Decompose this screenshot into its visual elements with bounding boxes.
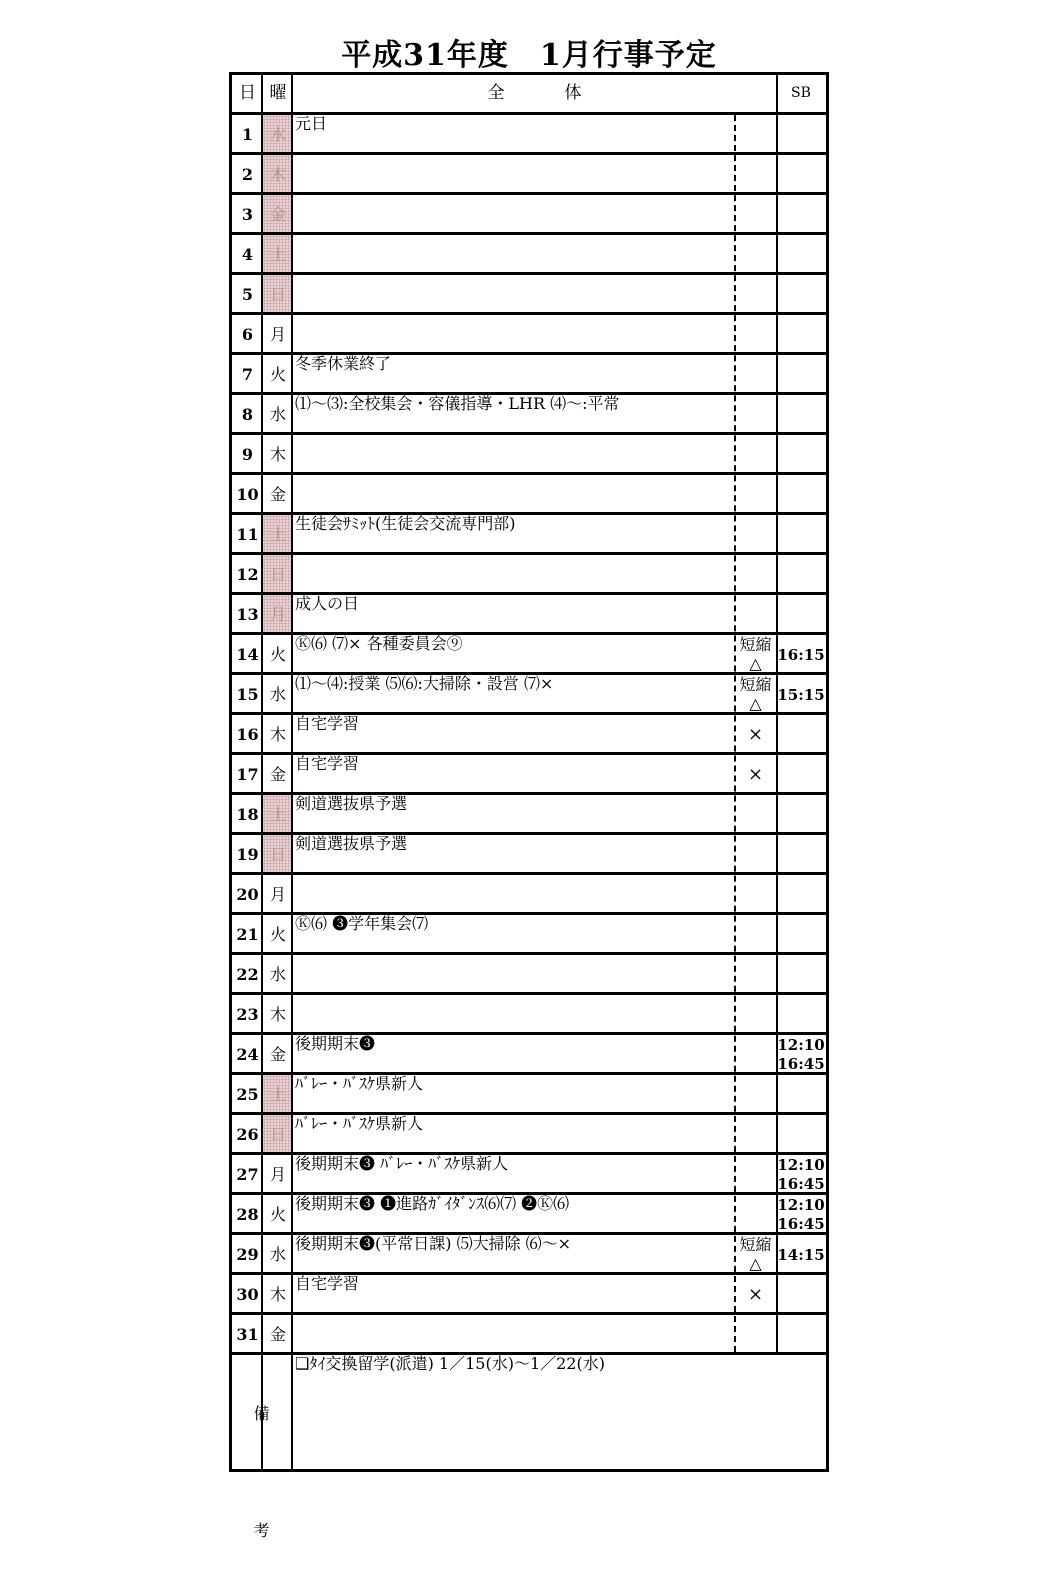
weekday-cell: 金 [269, 1325, 286, 1344]
sb-time-cell [776, 475, 826, 512]
sb-time-cell [776, 755, 826, 792]
short-schedule-cell [735, 475, 776, 512]
event-cell [293, 955, 737, 992]
table-row [232, 1195, 826, 1235]
short-schedule-cell: × [747, 724, 764, 745]
event-cell: Ⓚ⑹ ⑺× 各種委員会⑨ [295, 635, 463, 653]
event-cell: 後期期末❸ ❶進路ｶﾞｲﾀﾞﾝｽ⑹⑺ ❷Ⓚ⑹ [295, 1195, 570, 1213]
day-number: 24 [236, 1045, 259, 1064]
sb-time-cell [776, 235, 826, 272]
day-number: 7 [241, 365, 254, 384]
page-title: 平成31年度 1月行事予定 [341, 38, 717, 73]
event-cell: 冬季休業終了 [295, 355, 392, 373]
sb-time-cell [776, 355, 826, 392]
table-row [232, 475, 826, 515]
short-schedule-cell [735, 595, 776, 632]
short-schedule-cell [735, 915, 776, 952]
day-number: 11 [236, 525, 259, 544]
day-number: 5 [241, 285, 254, 304]
grid-line [291, 75, 293, 1469]
weekday-cell: 水 [269, 965, 286, 984]
sb-time-cell [776, 915, 826, 952]
event-cell: 後期期末❸ [295, 1035, 376, 1053]
short-schedule-cell [735, 1315, 776, 1352]
sb-time-cell [776, 395, 826, 432]
short-schedule-cell [735, 1075, 776, 1112]
event-cell [293, 995, 737, 1032]
day-number: 19 [236, 845, 259, 864]
sb-time-cell: 12:10 16:45 [777, 1036, 825, 1073]
weekday-cell: 金 [269, 1045, 286, 1064]
sb-time-cell [776, 835, 826, 872]
table-row [232, 595, 826, 635]
table-row [232, 1035, 826, 1075]
event-cell [293, 195, 737, 232]
table-row [232, 635, 826, 675]
schedule-table [229, 72, 829, 1540]
weekday-cell: 日 [263, 275, 293, 312]
table-row [232, 355, 826, 395]
event-cell: ⑴～⑷:授業 ⑸⑹:大掃除・設営 ⑺× [295, 675, 554, 693]
short-schedule-cell [735, 275, 776, 312]
day-number: 9 [241, 445, 254, 464]
short-schedule-cell [735, 1195, 776, 1232]
event-cell: 成人の日 [295, 595, 360, 613]
table-row [232, 195, 826, 235]
weekday-cell: 木 [269, 1005, 286, 1024]
day-number: 14 [236, 645, 259, 664]
event-cell: 剣道選抜県予選 [295, 795, 408, 813]
table-row [232, 1115, 826, 1155]
notes-label: 備考 [253, 1404, 284, 1540]
header-weekday: 曜 [269, 83, 287, 103]
event-cell: Ⓚ⑹ ❸学年集会⑺ [295, 915, 429, 933]
short-schedule-cell [735, 515, 776, 552]
day-number: 27 [236, 1165, 259, 1184]
table-row [232, 435, 826, 475]
day-number: 18 [236, 805, 259, 824]
event-cell: ﾊﾞﾚｰ・ﾊﾞｽｹ県新人 [295, 1115, 424, 1133]
table-row [232, 115, 826, 155]
weekday-cell: 土 [263, 1075, 293, 1112]
short-schedule-cell [735, 795, 776, 832]
table-row [232, 155, 826, 195]
sb-time-cell: 14:15 [777, 1246, 825, 1264]
sb-time-cell [776, 1315, 826, 1352]
event-cell: 自宅学習 [295, 1275, 360, 1293]
weekday-cell: 日 [263, 555, 293, 592]
day-number: 13 [236, 605, 259, 624]
grid-line [261, 75, 263, 1469]
table-row [232, 1235, 826, 1275]
short-schedule-cell [735, 155, 776, 192]
header-day: 日 [239, 83, 256, 103]
event-cell: ⑴～⑶:全校集会・容儀指導・LHR ⑷～:平常 [295, 395, 620, 413]
event-cell: 後期期末❸(平常日課) ⑸大掃除 ⑹～× [295, 1235, 572, 1253]
day-number: 23 [236, 1005, 259, 1024]
short-schedule-cell [735, 1115, 776, 1152]
weekday-cell: 火 [269, 1205, 286, 1224]
sb-time-cell: 16:15 [777, 646, 825, 664]
day-number: 30 [236, 1285, 259, 1304]
weekday-cell: 水 [269, 405, 286, 424]
table-row [232, 395, 826, 435]
sb-time-cell [776, 555, 826, 592]
weekday-cell: 火 [269, 645, 286, 664]
day-number: 31 [236, 1325, 259, 1344]
short-schedule-cell [735, 435, 776, 472]
weekday-cell: 日 [263, 835, 293, 872]
day-number: 17 [236, 765, 259, 784]
short-schedule-cell [735, 955, 776, 992]
short-schedule-cell [735, 875, 776, 912]
short-schedule-cell [735, 835, 776, 872]
sb-time-cell [776, 995, 826, 1032]
table-row [232, 1315, 826, 1355]
day-number: 26 [236, 1125, 259, 1144]
event-cell [293, 875, 737, 912]
notes-section [232, 1352, 826, 1540]
event-cell: 自宅学習 [295, 755, 360, 773]
weekday-cell: 土 [263, 795, 293, 832]
short-schedule-cell [735, 555, 776, 592]
short-schedule-cell [735, 195, 776, 232]
event-cell [293, 275, 737, 312]
short-schedule-cell: × [747, 1284, 764, 1305]
weekday-cell: 月 [269, 885, 286, 904]
table-row [232, 795, 826, 835]
sb-time-cell [776, 955, 826, 992]
short-schedule-cell [735, 1035, 776, 1072]
short-schedule-cell [735, 355, 776, 392]
weekday-cell: 木 [263, 155, 293, 192]
sb-time-cell [776, 1075, 826, 1112]
event-cell [293, 475, 737, 512]
day-number: 3 [241, 205, 254, 224]
table-row [232, 555, 826, 595]
header-all: 全体 [487, 83, 642, 103]
table-row [232, 715, 826, 755]
table-row [232, 675, 826, 715]
weekday-cell: 月 [269, 325, 286, 344]
event-cell [293, 1315, 737, 1352]
day-number: 1 [241, 125, 254, 144]
weekday-cell: 月 [269, 1165, 286, 1184]
weekday-cell: 金 [263, 195, 293, 232]
sb-time-cell [776, 595, 826, 632]
short-schedule-cell [735, 395, 776, 432]
sb-time-cell [776, 515, 826, 552]
short-schedule-cell: 短縮 △ [739, 1235, 772, 1273]
event-cell: 自宅学習 [295, 715, 360, 733]
day-number: 22 [236, 965, 259, 984]
weekday-cell: 土 [263, 515, 293, 552]
table-row [232, 275, 826, 315]
table-row [232, 1155, 826, 1195]
weekday-cell: 水 [263, 115, 293, 152]
table-row [232, 1075, 826, 1115]
day-number: 10 [236, 485, 259, 504]
short-schedule-cell: 短縮 △ [739, 675, 772, 713]
short-schedule-cell: 短縮 △ [739, 635, 772, 673]
day-number: 12 [236, 565, 259, 584]
grid-line [776, 75, 778, 1352]
day-number: 29 [236, 1245, 259, 1264]
table-row [232, 955, 826, 995]
day-number: 16 [236, 725, 259, 744]
event-cell: 剣道選抜県予選 [295, 835, 408, 853]
event-cell [293, 235, 737, 272]
weekday-cell: 土 [263, 235, 293, 272]
day-number: 20 [236, 885, 259, 904]
event-cell [293, 155, 737, 192]
sb-time-cell [776, 155, 826, 192]
short-schedule-cell [735, 315, 776, 352]
weekday-cell: 火 [269, 925, 286, 944]
day-number: 8 [241, 405, 254, 424]
weekday-cell: 金 [269, 485, 286, 504]
sb-time-cell [776, 715, 826, 752]
table-row [232, 915, 826, 955]
table-row [232, 835, 826, 875]
weekday-cell: 火 [269, 365, 286, 384]
event-cell: 元日 [295, 115, 328, 133]
sb-time-cell: 12:10 16:45 [777, 1196, 825, 1233]
day-number: 4 [241, 245, 254, 264]
event-cell [293, 315, 737, 352]
short-schedule-cell [735, 995, 776, 1032]
sb-time-cell [776, 435, 826, 472]
weekday-cell: 水 [269, 685, 286, 704]
weekday-cell: 木 [269, 1285, 286, 1304]
weekday-cell: 木 [269, 725, 286, 744]
table-row [232, 995, 826, 1035]
table-row [232, 875, 826, 915]
table-row [232, 755, 826, 795]
day-number: 6 [241, 325, 254, 344]
weekday-cell: 木 [269, 445, 286, 464]
sb-time-cell: 15:15 [777, 686, 825, 704]
event-cell: 生徒会ｻﾐｯﾄ(生徒会交流専門部) [295, 515, 516, 533]
sb-time-cell [776, 315, 826, 352]
weekday-cell: 金 [269, 765, 286, 784]
event-cell [293, 555, 737, 592]
sb-time-cell [776, 275, 826, 312]
short-schedule-cell [735, 1155, 776, 1192]
header-sb: SB [791, 85, 811, 101]
table-row [232, 515, 826, 555]
table-row [232, 315, 826, 355]
short-schedule-cell [735, 235, 776, 272]
sb-time-cell [776, 1275, 826, 1312]
table-row [232, 1275, 826, 1315]
notes-text: ❑ﾀｲ交換留学(派遣) 1／15(水)～1／22(水) [295, 1354, 605, 1373]
day-number: 2 [241, 165, 254, 184]
sb-time-cell: 12:10 16:45 [777, 1156, 825, 1193]
day-number: 15 [236, 685, 259, 704]
sb-time-cell [776, 195, 826, 232]
event-cell [293, 435, 737, 472]
event-cell: 後期期末❸ ﾊﾞﾚｰ・ﾊﾞｽｹ県新人 [295, 1155, 509, 1173]
weekday-cell: 日 [263, 1115, 293, 1152]
event-cell: ﾊﾞﾚｰ・ﾊﾞｽｹ県新人 [295, 1075, 424, 1093]
day-number: 25 [236, 1085, 259, 1104]
sb-time-cell [776, 875, 826, 912]
sb-time-cell [776, 1115, 826, 1152]
short-schedule-cell: × [747, 764, 764, 785]
weekday-cell: 水 [269, 1245, 286, 1264]
dashed-grid-line [734, 115, 736, 1352]
table-header [232, 75, 826, 115]
sb-time-cell [776, 795, 826, 832]
day-number: 21 [236, 925, 259, 944]
day-number: 28 [236, 1205, 259, 1224]
weekday-cell: 月 [263, 595, 293, 632]
table-row [232, 235, 826, 275]
short-schedule-cell [735, 115, 776, 152]
sb-time-cell [776, 115, 826, 152]
